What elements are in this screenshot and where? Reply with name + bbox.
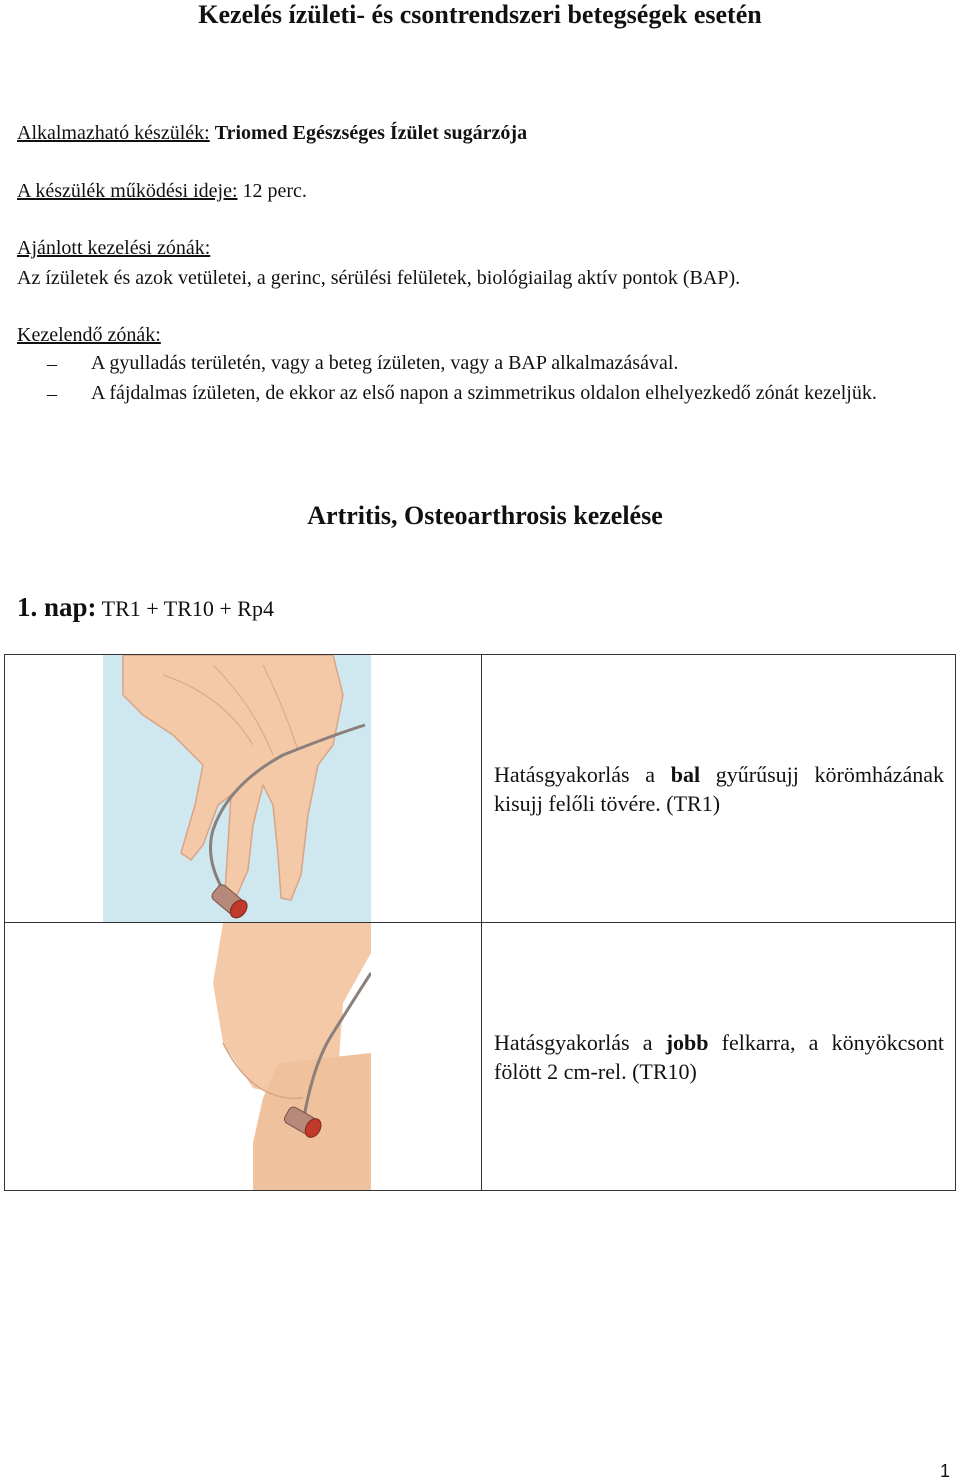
recommended-zones-text: Az ízületek és azok vetületei, a gerinc, sérülési felületek, biológiailag aktív pontok (BAP). (17, 267, 741, 289)
day-formula: TR1 + TR10 + Rp4 (101, 596, 274, 621)
recommended-zones-label: Ajánlott kezelési zónák: (17, 237, 211, 259)
description-text: gyűrűsujj körömházának kisujj felőli tövére. (TR1) (494, 761, 945, 816)
table-row (5, 655, 956, 923)
description-cell (482, 923, 956, 1191)
table-row (5, 923, 956, 1191)
description-text: Hatásgyakorlás a (494, 761, 671, 787)
image-cell (5, 923, 482, 1191)
page-title: Kezelés ízületi- és csontrendszeri betegségek esetén (198, 0, 762, 29)
description-text: Hatásgyakorlás a (494, 1029, 666, 1055)
description-side: jobb (665, 1029, 709, 1055)
day-heading (17, 592, 274, 624)
description-cell (482, 655, 956, 923)
bullet-dash: – (47, 383, 57, 405)
arm-illustration (103, 923, 371, 1190)
zones-to-treat-label: Kezelendő zónák: (17, 324, 161, 346)
operating-time-line (17, 178, 307, 204)
image-cell (5, 655, 482, 923)
device-line (17, 120, 527, 146)
treatment-table (4, 654, 956, 1191)
treatment-description (494, 760, 944, 818)
bullet-dash: – (47, 353, 57, 375)
zones-to-treat-item: A fájdalmas ízületen, de ekkor az első napon a szimmetrikus oldalon elhelyezkedő zónát kezeljük. (91, 382, 877, 404)
page-number: 1 (939, 1461, 950, 1481)
device-label: Alkalmazható készülék: (17, 122, 210, 144)
device-value: Triomed Egészséges Ízület sugárzója (214, 122, 528, 144)
description-text: felkarra, a könyökcsont fölött 2 cm-rel. (TR10) (494, 1029, 945, 1084)
operating-time-value: 12 perc. (242, 180, 307, 202)
treatment-description (494, 1028, 944, 1086)
day-number: 1. nap: (17, 592, 97, 622)
description-side: bal (670, 761, 701, 787)
hand-illustration (103, 655, 371, 922)
operating-time-label: A készülék működési ideje: (17, 180, 238, 202)
zones-to-treat-item: A gyulladás területén, vagy a beteg ízületen, vagy a BAP alkalmazásával. (91, 352, 679, 374)
section-title: Artritis, Osteoarthrosis kezelése (307, 501, 663, 530)
